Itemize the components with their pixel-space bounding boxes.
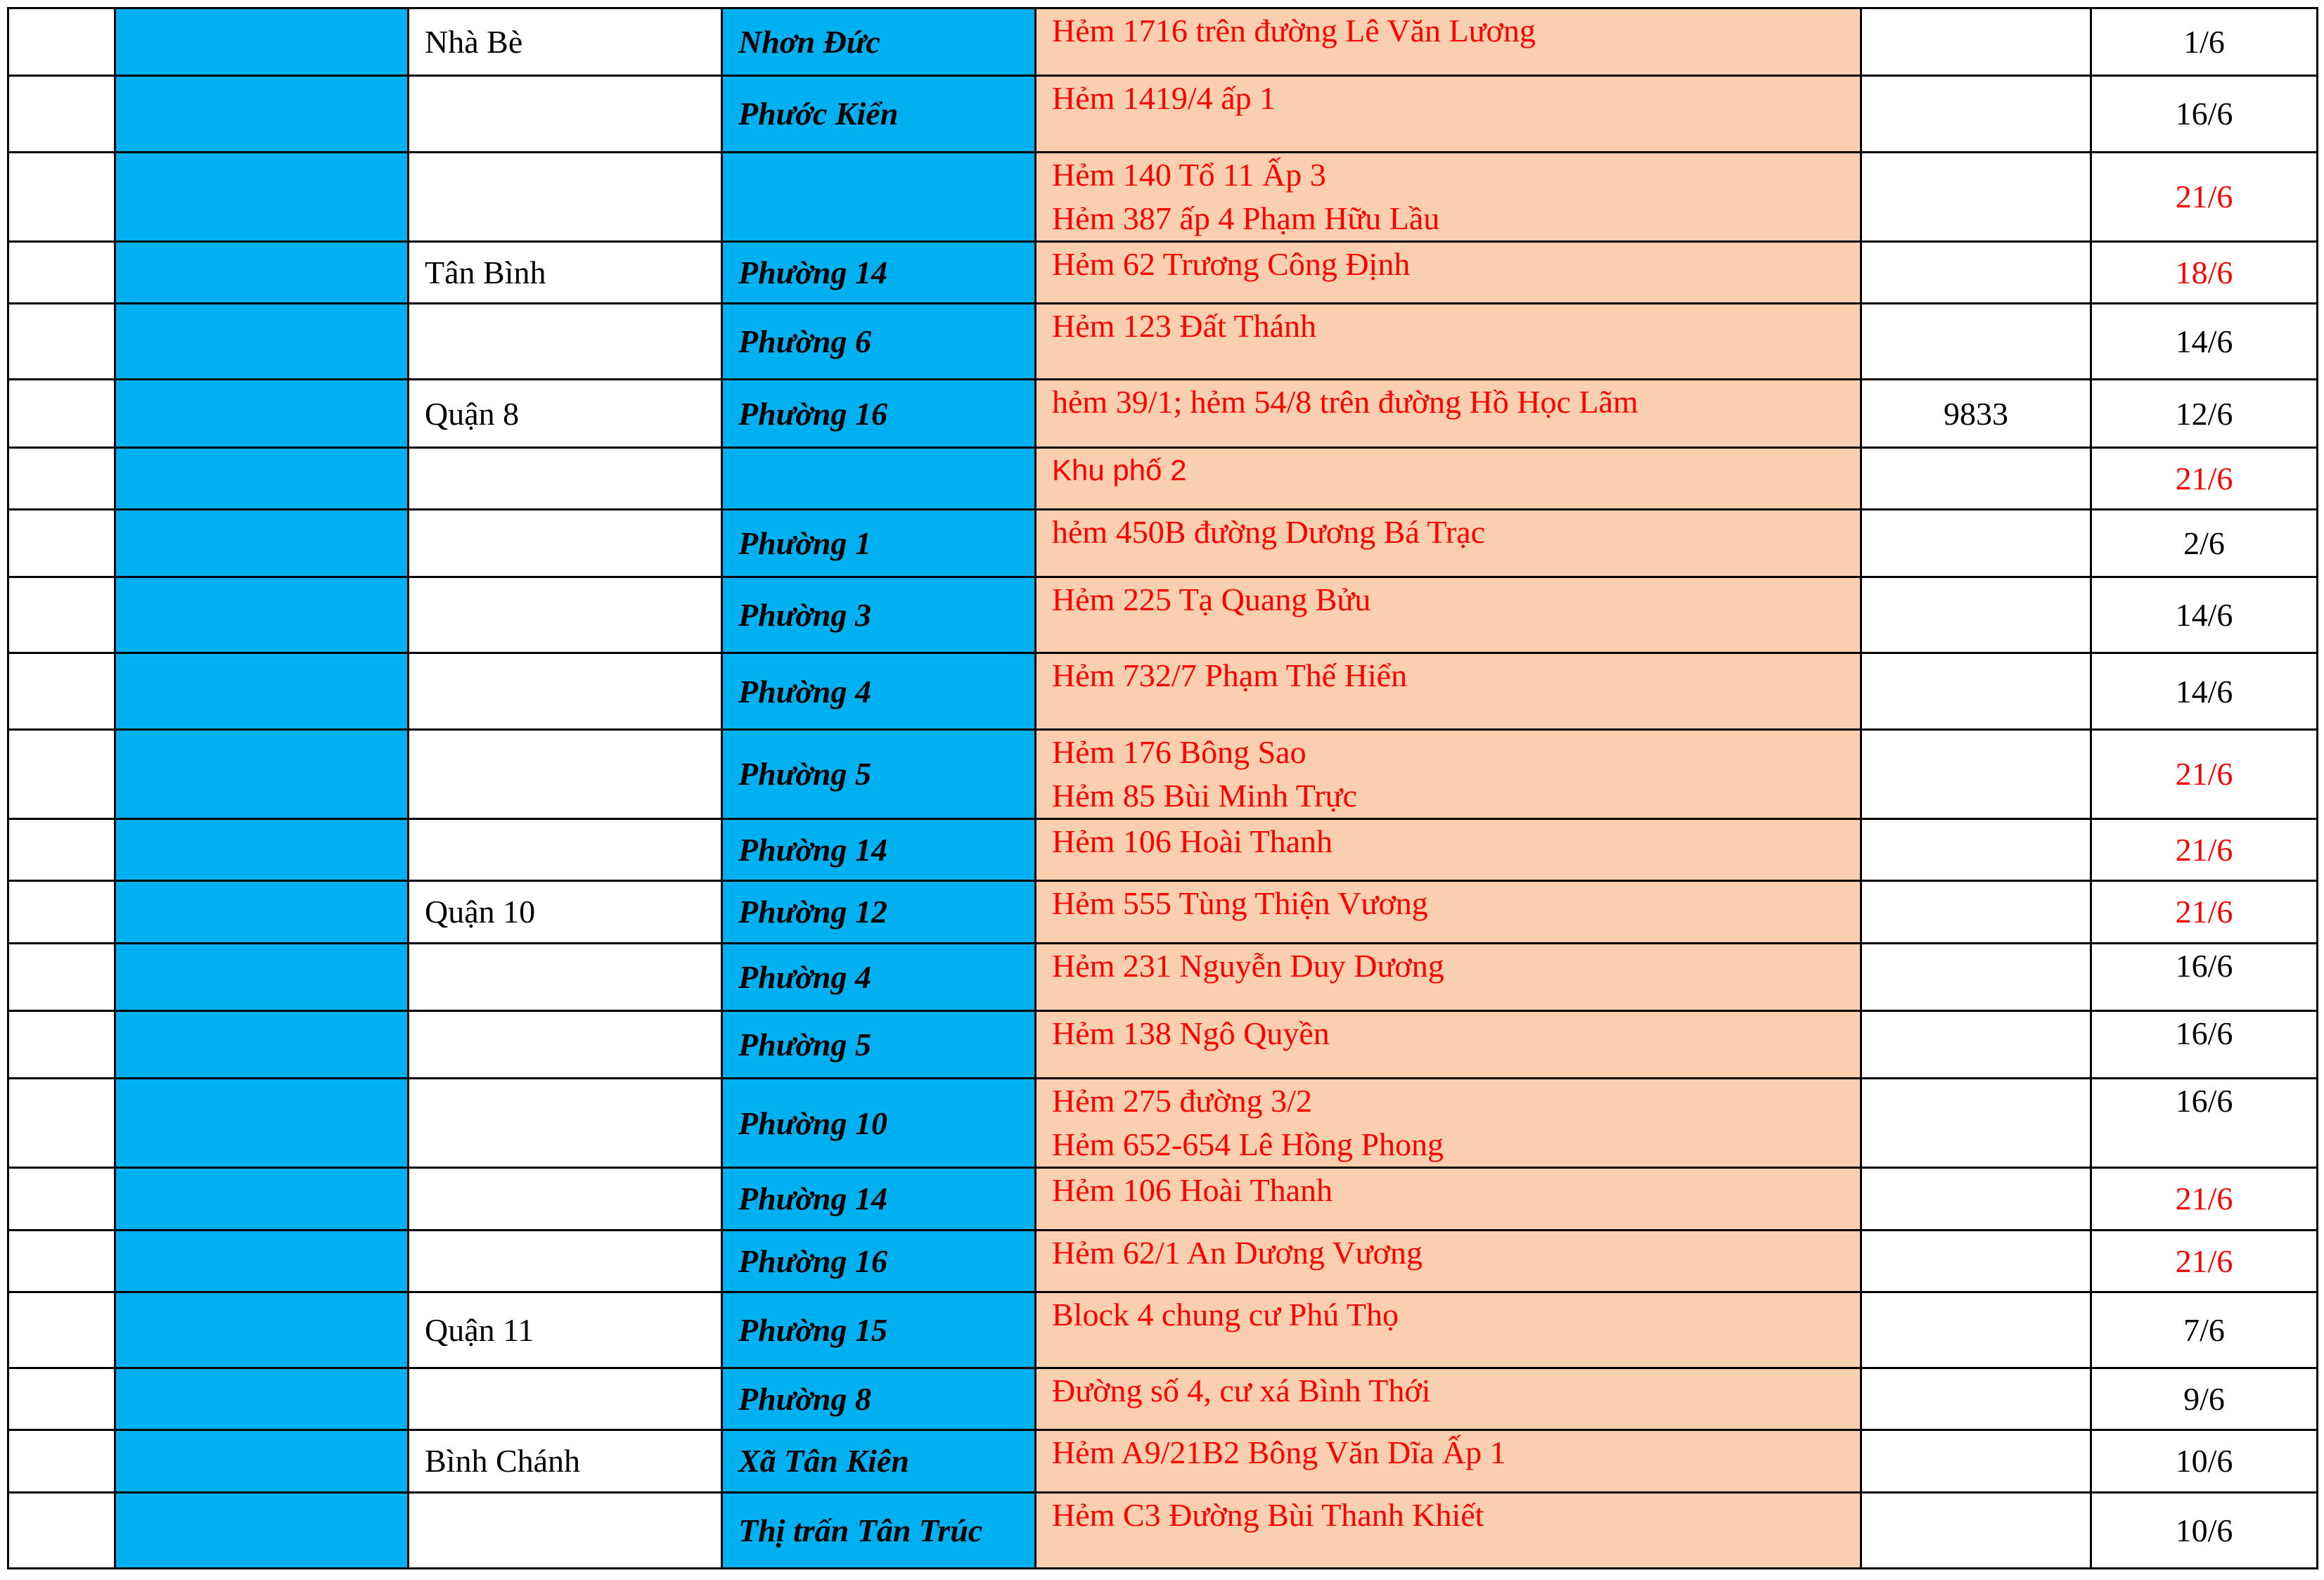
- location-line: Hẻm 231 Nguyễn Duy Dương: [1052, 947, 1444, 984]
- ward-cell: Phường 16: [722, 1230, 1036, 1292]
- city-cell: [115, 881, 409, 943]
- table-row: [8, 447, 2318, 509]
- ward-cell: Phường 14: [722, 1168, 1036, 1230]
- location-line: Hẻm 123 Đất Thánh: [1052, 308, 1317, 345]
- city-cell: [115, 152, 409, 241]
- city-cell: [115, 943, 409, 1010]
- location-cell: [1036, 1079, 1861, 1168]
- city-cell: [115, 380, 409, 447]
- case-count-cell: [1861, 653, 2091, 729]
- ward-cell: Phường 1: [722, 509, 1036, 577]
- location-line: Hẻm 555 Tùng Thiện Vương: [1052, 885, 1428, 922]
- district-cell: [409, 819, 722, 881]
- district-cell: Nhà Bè: [409, 8, 722, 76]
- index-cell: [8, 1230, 115, 1292]
- location-cell: [1036, 577, 1861, 653]
- index-cell: [8, 76, 115, 152]
- city-cell: [115, 819, 409, 881]
- index-cell: [8, 1368, 115, 1430]
- date-cell: 21/6: [2091, 1230, 2318, 1292]
- index-cell: [8, 241, 115, 303]
- location-line: Hẻm 62/1 An Dương Vương: [1052, 1234, 1423, 1271]
- city-cell: [115, 1230, 409, 1292]
- location-cell: [1036, 1010, 1861, 1078]
- location-cell: [1036, 1368, 1861, 1430]
- ward-cell: Phường 12: [722, 881, 1036, 943]
- case-count-cell: [1861, 8, 2091, 76]
- index-cell: [8, 380, 115, 447]
- ward-cell: Phường 5: [722, 1010, 1036, 1078]
- table-row: [8, 1492, 2318, 1568]
- case-count-cell: [1861, 1230, 2091, 1292]
- district-cell: [409, 1079, 722, 1168]
- location-cell: [1036, 380, 1861, 447]
- case-count-cell: [1861, 577, 2091, 653]
- ward-cell: Phường 3: [722, 577, 1036, 653]
- district-cell: [409, 577, 722, 653]
- date-cell: 14/6: [2091, 304, 2318, 380]
- location-cell: [1036, 881, 1861, 943]
- location-line: Hẻm 85 Bùi Minh Trực: [1052, 777, 1357, 814]
- date-cell: 9/6: [2091, 1368, 2318, 1430]
- case-count-cell: [1861, 76, 2091, 152]
- city-cell: [115, 1368, 409, 1430]
- index-cell: [8, 1168, 115, 1230]
- table-row: [8, 653, 2318, 729]
- city-cell: [115, 1430, 409, 1492]
- ward-cell: Phường 4: [722, 943, 1036, 1010]
- date-cell: 21/6: [2091, 152, 2318, 241]
- district-cell: [409, 1368, 722, 1430]
- district-cell: [409, 1010, 722, 1078]
- district-cell: Bình Chánh: [409, 1430, 722, 1492]
- city-cell: [115, 1292, 409, 1368]
- city-cell: [115, 1492, 409, 1568]
- index-cell: [8, 819, 115, 881]
- table-row: [8, 881, 2318, 943]
- location-line: Hẻm 106 Hoài Thanh: [1052, 823, 1333, 860]
- ward-cell: [722, 447, 1036, 509]
- district-cell: [409, 509, 722, 577]
- date-cell: 18/6: [2091, 241, 2318, 303]
- index-cell: [8, 447, 115, 509]
- index-cell: [8, 304, 115, 380]
- date-cell: 21/6: [2091, 819, 2318, 881]
- table-row: [8, 1430, 2318, 1492]
- table-row: [8, 729, 2318, 818]
- district-cell: Tân Bình: [409, 241, 722, 303]
- case-count-cell: [1861, 241, 2091, 303]
- date-cell: 2/6: [2091, 509, 2318, 577]
- date-cell: 21/6: [2091, 1168, 2318, 1230]
- city-cell: [115, 577, 409, 653]
- city-cell: [115, 76, 409, 152]
- index-cell: [8, 152, 115, 241]
- date-cell: 16/6: [2091, 1079, 2318, 1168]
- case-count-cell: [1861, 881, 2091, 943]
- case-count-cell: [1861, 152, 2091, 241]
- case-count-cell: [1861, 447, 2091, 509]
- ward-cell: Phường 14: [722, 819, 1036, 881]
- location-cell: [1036, 729, 1861, 818]
- date-cell: 10/6: [2091, 1492, 2318, 1568]
- ward-cell: Phường 15: [722, 1292, 1036, 1368]
- table-row: [8, 1168, 2318, 1230]
- table-row: [8, 241, 2318, 303]
- ward-cell: Phường 4: [722, 653, 1036, 729]
- ward-cell: Phường 10: [722, 1079, 1036, 1168]
- table-row: [8, 577, 2318, 653]
- district-cell: [409, 1492, 722, 1568]
- district-cell: [409, 447, 722, 509]
- location-line: Đường số 4, cư xá Bình Thới: [1052, 1373, 1431, 1409]
- table-row: [8, 819, 2318, 881]
- location-line: Hẻm 1716 trên đường Lê Văn Lương: [1052, 13, 1536, 49]
- case-count-cell: [1861, 1368, 2091, 1430]
- date-cell: 1/6: [2091, 8, 2318, 76]
- city-cell: [115, 729, 409, 818]
- location-line: Hẻm 652-654 Lê Hồng Phong: [1052, 1126, 1444, 1162]
- index-cell: [8, 577, 115, 653]
- case-count-cell: [1861, 1292, 2091, 1368]
- date-cell: 12/6: [2091, 380, 2318, 447]
- index-cell: [8, 1010, 115, 1078]
- location-line: Hẻm 732/7 Phạm Thế Hiển: [1052, 657, 1408, 694]
- district-cell: [409, 304, 722, 380]
- location-line: Hẻm 138 Ngô Quyền: [1052, 1015, 1330, 1051]
- location-cell: [1036, 819, 1861, 881]
- case-count-cell: [1861, 1079, 2091, 1168]
- table-row: [8, 509, 2318, 577]
- ward-cell: Nhơn Đức: [722, 8, 1036, 76]
- date-cell: 21/6: [2091, 881, 2318, 943]
- city-cell: [115, 1079, 409, 1168]
- table-body: [8, 8, 2318, 1569]
- location-line: Khu phố 2: [1052, 453, 1187, 487]
- case-count-cell: [1861, 729, 2091, 818]
- city-cell: [115, 447, 409, 509]
- ward-cell: Phường 8: [722, 1368, 1036, 1430]
- table-row: [8, 304, 2318, 380]
- date-cell: 14/6: [2091, 577, 2318, 653]
- district-cell: [409, 653, 722, 729]
- city-cell: [115, 304, 409, 380]
- case-count-cell: [1861, 1430, 2091, 1492]
- table-row: [8, 1079, 2318, 1168]
- case-count-cell: [1861, 1010, 2091, 1078]
- table-row: [8, 380, 2318, 447]
- date-cell: 21/6: [2091, 729, 2318, 818]
- case-count-cell: [1861, 1168, 2091, 1230]
- case-count-cell: [1861, 1492, 2091, 1568]
- case-count-cell: [1861, 819, 2091, 881]
- location-line: Hẻm 387 ấp 4 Phạm Hữu Lầu: [1052, 200, 1440, 236]
- location-cell: [1036, 509, 1861, 577]
- location-cell: [1036, 8, 1861, 76]
- ward-cell: [722, 152, 1036, 241]
- city-cell: [115, 241, 409, 303]
- district-cell: [409, 1168, 722, 1230]
- case-count-cell: [1861, 509, 2091, 577]
- date-cell: 14/6: [2091, 653, 2318, 729]
- index-cell: [8, 1292, 115, 1368]
- city-cell: [115, 8, 409, 76]
- index-cell: [8, 943, 115, 1010]
- ward-cell: Phường 16: [722, 380, 1036, 447]
- ward-cell: Phường 6: [722, 304, 1036, 380]
- district-cell: Quận 8: [409, 380, 722, 447]
- date-cell: 10/6: [2091, 1430, 2318, 1492]
- index-cell: [8, 8, 115, 76]
- location-line: Hẻm C3 Đường Bùi Thanh Khiết: [1052, 1496, 1484, 1533]
- index-cell: [8, 1079, 115, 1168]
- ward-cell: Thị trấn Tân Trúc: [722, 1492, 1036, 1568]
- table-row: [8, 943, 2318, 1010]
- index-cell: [8, 729, 115, 818]
- ward-cell: Xã Tân Kiên: [722, 1430, 1036, 1492]
- location-cell: [1036, 76, 1861, 152]
- district-cell: [409, 729, 722, 818]
- ward-cell: Phường 14: [722, 241, 1036, 303]
- location-line: Hẻm 275 đường 3/2: [1052, 1083, 1312, 1119]
- case-count-cell: 9833: [1861, 380, 2091, 447]
- index-cell: [8, 1430, 115, 1492]
- table-row: [8, 1292, 2318, 1368]
- city-cell: [115, 1010, 409, 1078]
- location-line: Block 4 chung cư Phú Thọ: [1052, 1296, 1399, 1332]
- city-cell: [115, 653, 409, 729]
- location-cell: [1036, 653, 1861, 729]
- location-cell: [1036, 1230, 1861, 1292]
- date-cell: 21/6: [2091, 447, 2318, 509]
- city-cell: [115, 509, 409, 577]
- ward-cell: Phường 5: [722, 729, 1036, 818]
- location-line: Hẻm 62 Trương Công Định: [1052, 245, 1411, 282]
- table-row: [8, 1010, 2318, 1078]
- index-cell: [8, 653, 115, 729]
- district-cell: [409, 1230, 722, 1292]
- location-cell: [1036, 304, 1861, 380]
- table-row: [8, 1230, 2318, 1292]
- location-cell: [1036, 152, 1861, 241]
- location-cell: [1036, 1430, 1861, 1492]
- index-cell: [8, 1492, 115, 1568]
- ward-cell: Phước Kiển: [722, 76, 1036, 152]
- location-line: Hẻm 1419/4 ấp 1: [1052, 80, 1276, 117]
- index-cell: [8, 509, 115, 577]
- date-cell: 16/6: [2091, 943, 2318, 1010]
- table-row: [8, 1368, 2318, 1430]
- location-cell: [1036, 1292, 1861, 1368]
- district-cell: [409, 76, 722, 152]
- location-cell: [1036, 447, 1861, 509]
- location-line: Hẻm 176 Bông Sao: [1052, 733, 1307, 770]
- location-line: Hẻm 225 Tạ Quang Bửu: [1052, 582, 1371, 618]
- location-cell: [1036, 1492, 1861, 1568]
- outbreak-locations-table: [7, 7, 2318, 1569]
- table-row: [8, 8, 2318, 76]
- district-cell: [409, 943, 722, 1010]
- district-cell: Quận 11: [409, 1292, 722, 1368]
- table-row: [8, 76, 2318, 152]
- city-cell: [115, 1168, 409, 1230]
- location-line: Hẻm A9/21B2 Bông Văn Dĩa Ấp 1: [1052, 1434, 1506, 1471]
- district-cell: Quận 10: [409, 881, 722, 943]
- case-count-cell: [1861, 304, 2091, 380]
- location-line: Hẻm 106 Hoài Thanh: [1052, 1172, 1333, 1209]
- location-line: hẻm 39/1; hẻm 54/8 trên đường Hồ Học Lãm: [1052, 384, 1638, 420]
- date-cell: 16/6: [2091, 1010, 2318, 1078]
- district-cell: [409, 152, 722, 241]
- case-count-cell: [1861, 943, 2091, 1010]
- date-cell: 7/6: [2091, 1292, 2318, 1368]
- location-cell: [1036, 241, 1861, 303]
- index-cell: [8, 881, 115, 943]
- location-line: Hẻm 140 Tổ 11 Ấp 3: [1052, 156, 1326, 193]
- location-cell: [1036, 943, 1861, 1010]
- table-row: [8, 152, 2318, 241]
- location-line: hẻm 450B đường Dương Bá Trạc: [1052, 513, 1486, 550]
- location-cell: [1036, 1168, 1861, 1230]
- date-cell: 16/6: [2091, 76, 2318, 152]
